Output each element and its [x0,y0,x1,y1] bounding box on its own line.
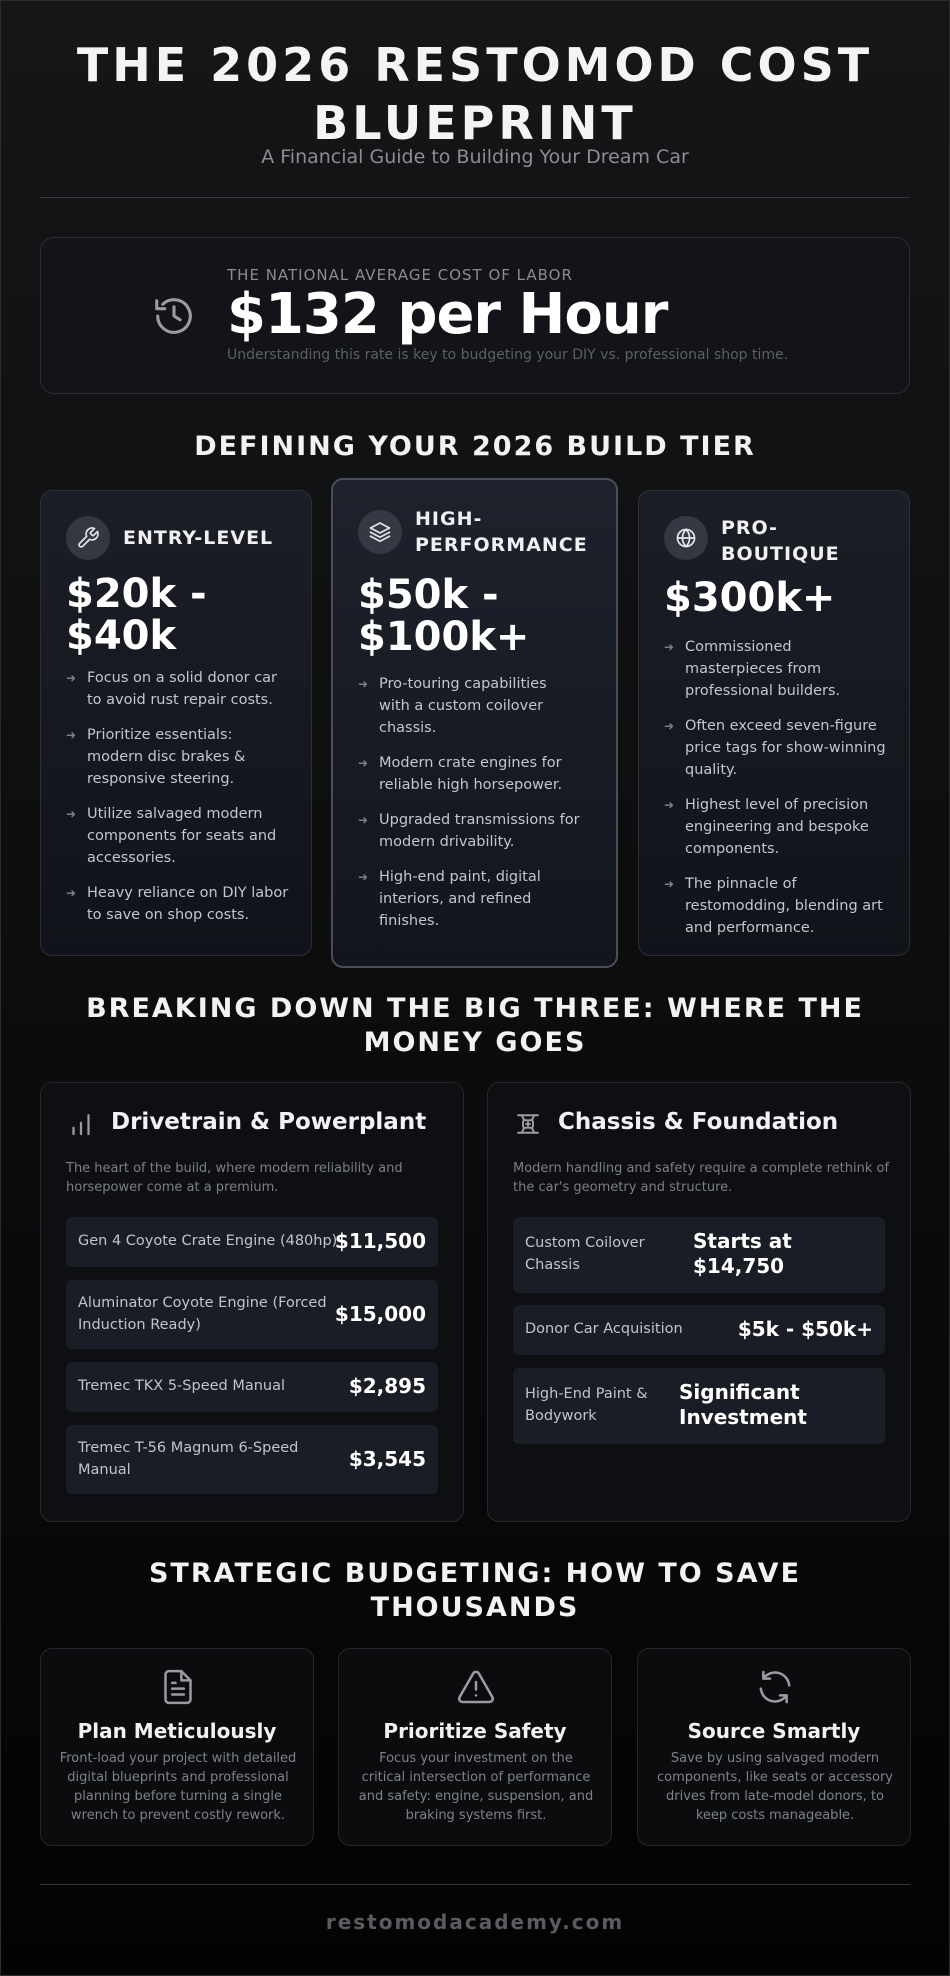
labor-cost-card [40,237,910,394]
tier-point-line: quality. [685,762,738,778]
tier-point [66,667,296,711]
tier-point-line: Focus on a solid donor car [87,670,278,686]
tier-point [664,794,894,860]
header-divider [40,197,910,198]
tier-name [721,515,840,567]
arrow-right-icon: ➜ [664,798,675,812]
budgeting-title-line-1: STRATEGIC BUDGETING: HOW TO SAVE [148,1558,802,1589]
tip-body-line: braking systems first. [405,1808,547,1823]
tier-point [358,866,598,932]
refresh-icon [755,1667,795,1707]
cost-label [78,1375,285,1397]
footer-divider [40,1884,910,1885]
tier-point-line: chassis. [379,720,437,736]
cost-value [693,1229,792,1279]
cost-value [349,1447,426,1472]
arrow-right-icon: ➜ [664,640,675,654]
cost-row [66,1362,438,1412]
panel-description-line: Modern handling and safety require a complete rethink of [513,1161,890,1176]
budgeting-section-title [40,1557,910,1625]
tip-body-line: Focus your investment on the [379,1751,573,1766]
big-three-section-title [40,992,910,1060]
tip-title: Source Smartly [687,1719,861,1743]
tier-point-line: Often exceed seven-figure [685,718,877,734]
cost-value-line: Investment [679,1405,807,1429]
cost-label-line: Tremec TKX 5-Speed Manual [78,1378,286,1394]
tier-card-entry-level [40,490,312,956]
arrow-right-icon: ➜ [66,728,77,742]
tier-price [664,577,835,619]
cost-value [738,1317,873,1342]
cost-value-line: Starts at [693,1229,792,1253]
tier-point-line: responsive steering. [87,771,235,787]
page-title-line-1: THE 2026 RESTOMOD COST [76,38,874,92]
tier-name [123,525,273,551]
tip-body [59,1749,297,1825]
tip-body-line: Save by using salvaged modern [670,1751,880,1766]
tip-body-line: keep costs manageable. [695,1808,855,1823]
tier-point-line: masterpieces from [685,661,822,677]
tier-point [664,873,894,939]
cost-label-line: Custom Coilover [525,1235,645,1251]
cost-label-line: Chassis [525,1257,580,1273]
cost-label [78,1230,337,1252]
tier-point [66,724,296,790]
tier-price-line-2: $40k [66,613,177,659]
tier-card-pro-boutique [638,490,910,956]
cost-label-line: Manual [78,1462,131,1478]
tip-body-line: and safety: engine, suspension, and [358,1789,594,1804]
cost-value [335,1302,426,1327]
tier-point-line: modern disc brakes & [87,749,246,765]
panel-description-line: The heart of the build, where modern reliability and [66,1161,403,1176]
tier-price-line-1: $300k+ [664,575,836,621]
cost-label-line: Gen 4 Coyote Crate Engine (480hp) [78,1233,338,1249]
tier-point [358,673,598,739]
wrench-icon [66,516,110,560]
cost-value [349,1374,426,1399]
tier-price-line-2: $100k+ [358,614,530,660]
tier-point-line: Pro-touring capabilities [379,676,547,692]
panel-description-line: horsepower come at a premium. [66,1180,279,1195]
tip-body-line: critical intersection of performance [361,1770,591,1785]
cost-value-line: Significant [679,1380,800,1404]
big-three-title-line-2: MONEY GOES [363,1027,587,1058]
tier-point-line: Highest level of precision [685,797,869,813]
cost-row [513,1305,885,1355]
tip-title: Prioritize Safety [383,1719,567,1743]
arrow-right-icon: ➜ [358,677,369,691]
cost-value-line: $11,500 [334,1229,426,1253]
page-title-line-2: BLUEPRINT [313,96,637,150]
tip-card-source [637,1648,911,1846]
tier-point-line: professional builders. [685,683,841,699]
tier-name [415,506,588,558]
tier-point-line: components for seats and [87,828,277,844]
cost-row [66,1425,438,1494]
clock-history-icon [151,293,197,339]
tier-point-line: to save on shop costs. [87,907,250,923]
tier-point-line: The pinnacle of [685,876,797,892]
arrow-right-icon: ➜ [358,870,369,884]
layers-icon [358,510,402,554]
cost-label [525,1232,645,1276]
budgeting-title-line-2: THOUSANDS [370,1592,580,1623]
arrow-right-icon: ➜ [66,886,77,900]
tier-point-line: and performance. [685,920,815,936]
panel-title: Drivetrain & Powerplant [111,1109,427,1135]
cost-value-line: $3,545 [348,1447,426,1471]
tip-body-line: Front-load your project with detailed [59,1751,297,1766]
chassis-frame-icon [513,1109,543,1139]
cost-label-line: High-End Paint & [525,1386,648,1402]
cost-value-line: $15,000 [334,1302,426,1326]
cost-row [66,1280,438,1349]
chassis-panel [487,1082,911,1522]
tip-body [357,1749,595,1825]
arrow-right-icon: ➜ [358,756,369,770]
drivetrain-panel [40,1082,464,1522]
tier-point [66,882,296,926]
labor-note: Understanding this rate is key to budgeting your DIY vs. professional shop time. [227,347,789,363]
arrow-right-icon: ➜ [66,671,77,685]
footer-site-link[interactable]: restomodacademy.com [325,1910,625,1934]
tip-body-line: planning before turning a single [73,1789,283,1804]
tier-point-line: Prioritize essentials: [87,727,233,743]
tier-point-line: Heavy reliance on DIY labor [87,885,289,901]
tier-point-line: with a custom coilover [379,698,544,714]
cost-label-line: Bodywork [525,1408,597,1424]
tip-body-line: wrench to prevent costly rework. [70,1808,286,1823]
cost-label [525,1383,648,1427]
tier-point [358,752,598,796]
labor-rate-value: $132 per Hour [227,282,668,347]
tip-body-line: drives from late-model donors, to [666,1789,884,1804]
cost-row [66,1217,438,1267]
tip-body-line: components, like seats or accessory [657,1770,893,1785]
cost-label-line: Induction Ready) [78,1317,201,1333]
globe-icon [664,516,708,560]
big-three-title-line-1: BREAKING DOWN THE BIG THREE: WHERE THE [86,993,864,1024]
tier-point-line: Commissioned [685,639,792,655]
tier-point-line: to avoid rust repair costs. [87,692,273,708]
tier-name-line-1: ENTRY-LEVEL [123,527,274,549]
tier-point [358,809,598,853]
cost-value-line: $2,895 [348,1374,426,1398]
tier-point-line: Upgraded transmissions for [379,812,580,828]
cost-value [679,1380,807,1430]
cost-label [78,1292,327,1336]
tip-title: Plan Meticulously [77,1719,277,1743]
tier-point-line: engineering and bespoke [685,819,869,835]
tier-points [664,636,894,952]
cost-label-line: Tremec T-56 Magnum 6-Speed [78,1440,299,1456]
panel-description [66,1159,446,1197]
cost-value-line: $14,750 [693,1254,785,1278]
document-icon [158,1667,198,1707]
arrow-right-icon: ➜ [664,877,675,891]
tier-point [66,803,296,869]
tier-points [66,667,296,939]
cost-label-line: Donor Car Acquisition [525,1321,683,1337]
tip-card-safety [338,1648,612,1846]
page-title [40,36,910,152]
panel-description-line: the car's geometry and structure. [513,1180,733,1195]
tier-point-line: accessories. [87,850,176,866]
tiers-section-title: DEFINING YOUR 2026 BUILD TIER [194,431,756,462]
bar-chart-icon [66,1109,96,1139]
tier-point-line: restomodding, blending art [685,898,883,914]
cost-label-line: Aluminator Coyote Engine (Forced [78,1295,327,1311]
tier-card-high-performance [331,478,618,968]
tier-price [358,574,529,658]
warning-triangle-icon [456,1667,496,1707]
tier-point-line: High-end paint, digital [379,869,541,885]
cost-row [513,1217,885,1293]
tier-name-line-1: HIGH- [415,508,483,530]
tier-name-line-1: PRO- [721,517,778,539]
tier-name-line-2: BOUTIQUE [721,543,840,565]
tier-point-line: reliable high horsepower. [379,777,563,793]
tier-points [358,673,598,945]
arrow-right-icon: ➜ [358,813,369,827]
tier-point-line: Utilize salvaged modern [87,806,263,822]
tier-point-line: modern drivability. [379,834,515,850]
tier-name-line-2: PERFORMANCE [415,534,588,556]
labor-kicker: THE NATIONAL AVERAGE COST OF LABOR [227,266,573,284]
cost-value-line: $5k - $50k+ [737,1317,873,1341]
cost-label [78,1437,298,1481]
tier-point-line: components. [685,841,780,857]
panel-description [513,1159,893,1197]
cost-row [513,1368,885,1444]
panel-title: Chassis & Foundation [558,1109,839,1135]
tier-point-line: interiors, and refined [379,891,532,907]
tier-point [664,715,894,781]
tip-body [656,1749,894,1825]
arrow-right-icon: ➜ [664,719,675,733]
arrow-right-icon: ➜ [66,807,77,821]
tier-point-line: finishes. [379,913,440,929]
tier-price [66,573,207,657]
tip-card-plan [40,1648,314,1846]
tier-point [664,636,894,702]
tier-point-line: Modern crate engines for [379,755,562,771]
tier-price-line-1: $50k - [358,572,499,618]
tip-body-line: digital blueprints and professional [67,1770,289,1785]
cost-value [335,1229,426,1254]
page-subtitle: A Financial Guide to Building Your Dream Car [261,146,689,168]
tier-point-line: price tags for show-winning [685,740,886,756]
tier-price-line-1: $20k - [66,571,207,617]
cost-label [525,1318,683,1340]
